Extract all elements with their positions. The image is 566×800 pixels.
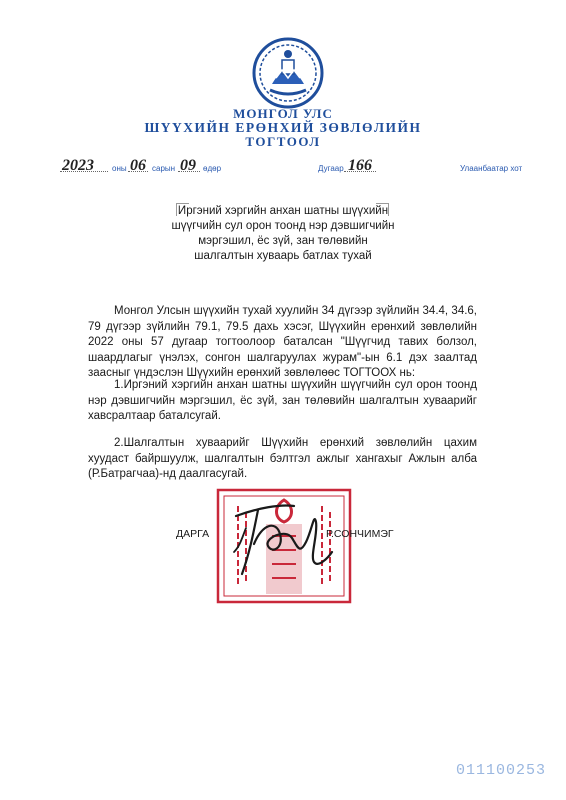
signatory-role: ДАРГА (176, 528, 210, 540)
body-item-1: 1.Иргэний хэргийн анхан шатны шүүхийн шүүгчийн сул орон тоонд нэр дэвшигчийн мэргэшил, ёс зүй, зан төлөвийн шалгалтын хуваарийг хавсралтаар баталсугай. (88, 379, 477, 422)
date-year: 2023 (62, 157, 94, 174)
date-day-suffix: өдөр (203, 164, 222, 173)
header-council: ШҮҮХИЙН ЕРӨНХИЙ ЗӨВЛӨЛИЙН (144, 120, 422, 135)
document-title (0, 204, 566, 264)
state-emblem-icon (252, 36, 324, 110)
date-month-suffix: сарын (152, 164, 176, 173)
date-month: 06 (130, 157, 146, 174)
title-line: шалгалтын хуваарь батлах тухай (194, 250, 372, 262)
title-line: Иргэний хэргийн анхан шатны шүүхийн (177, 205, 389, 217)
serial-number: 011100253 (456, 762, 547, 779)
handwritten-signature (228, 494, 338, 580)
number-label: Дугаар (318, 164, 344, 173)
date-day: 09 (180, 157, 196, 174)
document-number: 166 (348, 157, 372, 174)
title-line: мэргэшил, ёс зүй, зан төлөвийн (198, 235, 368, 247)
header-country: МОНГОЛ УЛС (233, 106, 333, 121)
header-doc-type: ТОГТООЛ (245, 134, 321, 149)
body-intro: Монгол Улсын шүүхийн тухай хуулийн 34 дүгээр зүйлийн 34.4, 34.6, 79 дүгээр зүйлийн 79.1, 79.5 дахь хэсэг, Шүүхийн ерөнхий зөвлөлийн 2022 оны 57 дугаар тогтоолоор баталсан "Шүүгчид тавих болзол, шаардлагыг үнэлэх, сонгон шалгаруулах журам"-ын 6.1 дэх заалтад заасныг үндэслэн Шүүхийн ерөнхий зөвлөлөөс ТОГТООХ нь: (88, 305, 477, 379)
body-item-2: 2.Шалгалтын хуваарийг Шүүхийн ерөнхий зөвлөлийн цахим хуудаст байршуулж, шалгалтын бэлтгэл ажлыг хангахыг Ажлын алба (Р.Батрагчаа)-нд даалгасугай. (88, 437, 477, 480)
date-year-suffix: оны (112, 164, 127, 173)
place-label: Улаанбаатар хот (460, 164, 523, 173)
title-line: шүүгчийн сул орон тоонд нэр дэвшигчийн (171, 220, 395, 232)
signatory-name: Р.СОНЧИМЭГ (326, 528, 394, 540)
date-line (58, 159, 528, 179)
